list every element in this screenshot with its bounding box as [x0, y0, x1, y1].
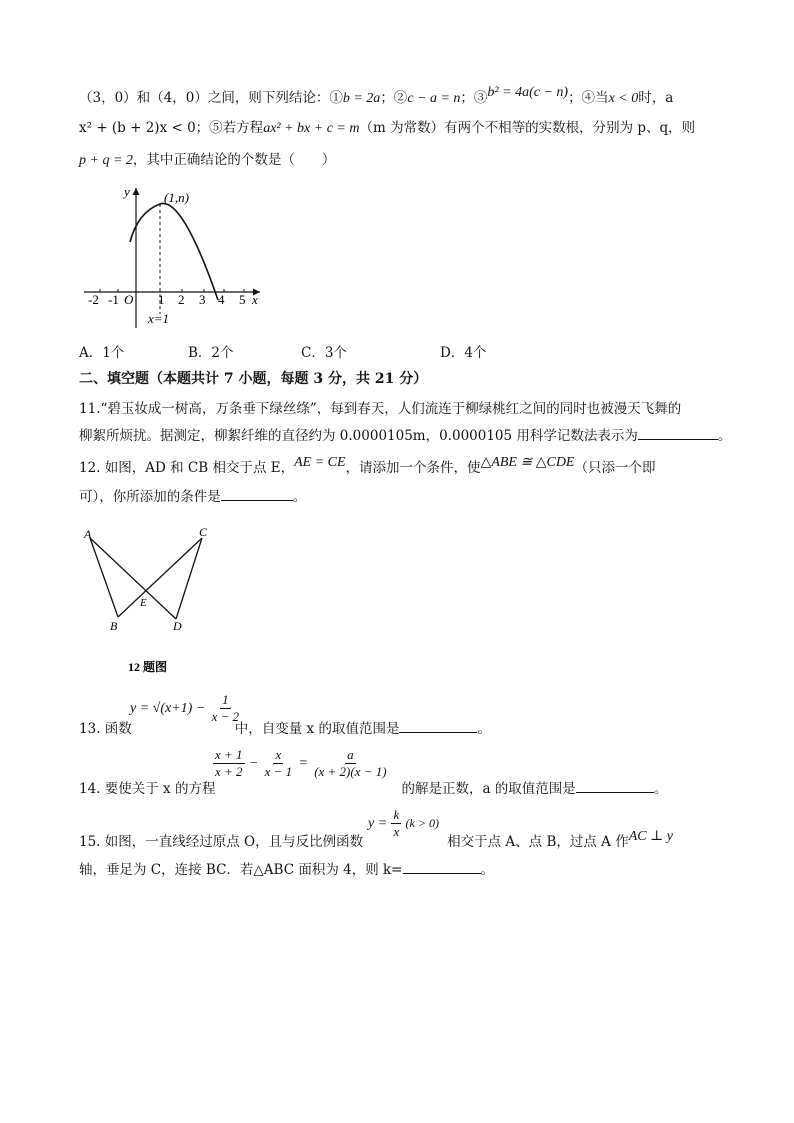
q11-line-1: 11.“碧玉妆成一树高，万条垂下绿丝绦”，每到春天，人们流连于柳绿桃红之间的同时也被漫天飞舞的 [79, 401, 682, 417]
q10-text-1c: ；③ [460, 90, 488, 106]
q11-end: 。 [717, 428, 732, 444]
q14-frac-2 [263, 747, 295, 780]
q10-math-6: p + q = 2 [79, 153, 133, 168]
option-c[interactable]: C．3个 [301, 345, 347, 361]
q15-line-1 [79, 829, 673, 853]
q11-answer-blank[interactable] [638, 425, 718, 440]
q14-f1-den: x + 2 [215, 764, 243, 779]
q10-line-2 [79, 118, 695, 139]
q14-f3-den: (x + 2)(x − 1) [314, 764, 387, 779]
q12-figure [78, 522, 238, 682]
q13-prefix: 13. 函数 [79, 721, 132, 737]
q14-f2-den: x − 1 [264, 764, 293, 779]
q15-math-1: AC ⊥ y [628, 829, 673, 844]
q14-line [79, 778, 667, 799]
q10-text-1d: ；④当 [568, 90, 609, 106]
q13-answer-blank[interactable] [399, 718, 477, 733]
q12-text-1b: ，请添加一个条件，使 [345, 460, 481, 476]
q10-math-1: b = 2a [342, 91, 381, 106]
q10-text-1e: 时，a [638, 90, 674, 106]
q14-f1-num: x + 1 [215, 747, 243, 762]
q14-minus: − [248, 756, 259, 771]
q12-math-1: AE = CE [294, 455, 346, 470]
q13-suffix: 中，自变量 x 的取值范围是 [234, 721, 400, 737]
q10-text-2b: （m 为常数）有两个不相等的实数根，分别为 p、q，则 [359, 120, 696, 136]
q12-end: 。 [292, 489, 307, 505]
figure-caption: 12 题图 [128, 660, 168, 674]
q15-func-num: k [393, 807, 400, 822]
parabola-curve [130, 203, 218, 300]
q10-text-2a: x² + (b + 2)x < 0；⑤若方程 [79, 120, 264, 136]
q14-suffix: 的解是正数，a 的取值范围是 [401, 781, 576, 797]
y-axis-label: y [124, 184, 130, 199]
option-a[interactable]: A．1个 [79, 345, 125, 361]
q10-parabola-graph [78, 182, 278, 332]
q10-line-3 [79, 150, 335, 171]
q14-frac-3 [312, 747, 388, 780]
q12-math-2: △ABE ≅ △CDE [480, 455, 575, 470]
q10-math-3: b² = 4a(c − n) [487, 85, 569, 100]
point-e: E [140, 597, 147, 609]
tick-label-3: 3 [199, 292, 206, 307]
q10-text-1b: ；② [380, 90, 408, 106]
tick-label-4: 4 [218, 292, 225, 307]
q15-prefix: 15. 如图，一直线经过原点 O，且与反比例函数 [79, 834, 364, 850]
q12-line-1 [79, 455, 656, 479]
q15-mid: 相交于点 A、点 B，过点 A 作 [447, 834, 629, 850]
q15-end: 。 [480, 862, 494, 878]
point-b: B [110, 619, 118, 633]
q14-f3-num: a [347, 747, 354, 762]
option-d[interactable]: D．4个 [440, 345, 487, 361]
tick-label-2: 2 [178, 292, 185, 307]
q14-answer-blank[interactable] [576, 778, 654, 793]
option-b[interactable]: B．2个 [188, 345, 234, 361]
q10-text-3b: ，其中正确结论的个数是（ ） [132, 152, 336, 168]
q11-text-2: 柳絮所烦扰。据测定，柳絮纤维的直径约为 0.0000105m，0.0000105 用科学记数法表示为 [79, 428, 638, 444]
symmetry-label: x=1 [148, 311, 170, 326]
q15-func-cond: (k > 0) [405, 816, 439, 830]
q15-text-2: 轴，垂足为 C，连接 BC．若△ABC 面积为 4，则 k= [79, 862, 403, 878]
q15-answer-blank[interactable] [403, 859, 481, 874]
vertex-label: (1,n) [164, 190, 189, 205]
q13-formula-lhs: y = √(x+1) − [130, 701, 206, 716]
q12-text-1a: 12. 如图，AD 和 CB 相交于点 E， [79, 460, 295, 476]
tick-label-5: 5 [239, 292, 246, 307]
q12-text-1c: （只添一个即 [574, 460, 656, 476]
x-axis-label: x [252, 292, 258, 307]
q14-equals: = [298, 756, 308, 771]
q15-func-den: x [393, 824, 400, 839]
q13-frac-num: 1 [222, 692, 229, 707]
q14-equation [213, 747, 389, 780]
q12-answer-blank[interactable] [221, 486, 293, 501]
tick-label-1: 1 [158, 292, 165, 307]
q15-func-lhs: y = [368, 816, 388, 831]
q15-line-2 [79, 859, 494, 880]
tick-label-neg2: -2 [88, 292, 99, 307]
q12-text-2: 可），你所添加的条件是 [79, 489, 221, 505]
q14-f2-num: x [275, 747, 282, 762]
tick-label-neg1: -1 [108, 292, 119, 307]
point-a: A [84, 527, 92, 541]
q11-line-2 [79, 425, 731, 446]
q14-end: 。 [653, 781, 668, 797]
q10-text-1a: （3，0）和（4，0）之间，则下列结论：① [79, 90, 343, 106]
q13-frac-den: x − 2 [211, 709, 240, 724]
q10-math-4: x < 0 [608, 91, 639, 106]
point-d: D [173, 619, 182, 633]
q14-prefix: 14. 要使关于 x 的方程 [79, 781, 216, 797]
origin-label: O [124, 292, 134, 307]
q10-math-2: c − a = n [407, 91, 461, 106]
q13-end: 。 [477, 721, 491, 737]
q10-line-1 [79, 85, 674, 109]
q12-line-2 [79, 486, 306, 507]
q14-frac-1 [213, 747, 245, 780]
q13-line [79, 718, 491, 739]
q10-math-5: ax² + bx + c = m [263, 121, 360, 136]
point-c: C [199, 525, 208, 539]
section-2-heading: 二、填空题（本题共计 7 小题，每题 3 分，共 21 分） [79, 371, 428, 387]
